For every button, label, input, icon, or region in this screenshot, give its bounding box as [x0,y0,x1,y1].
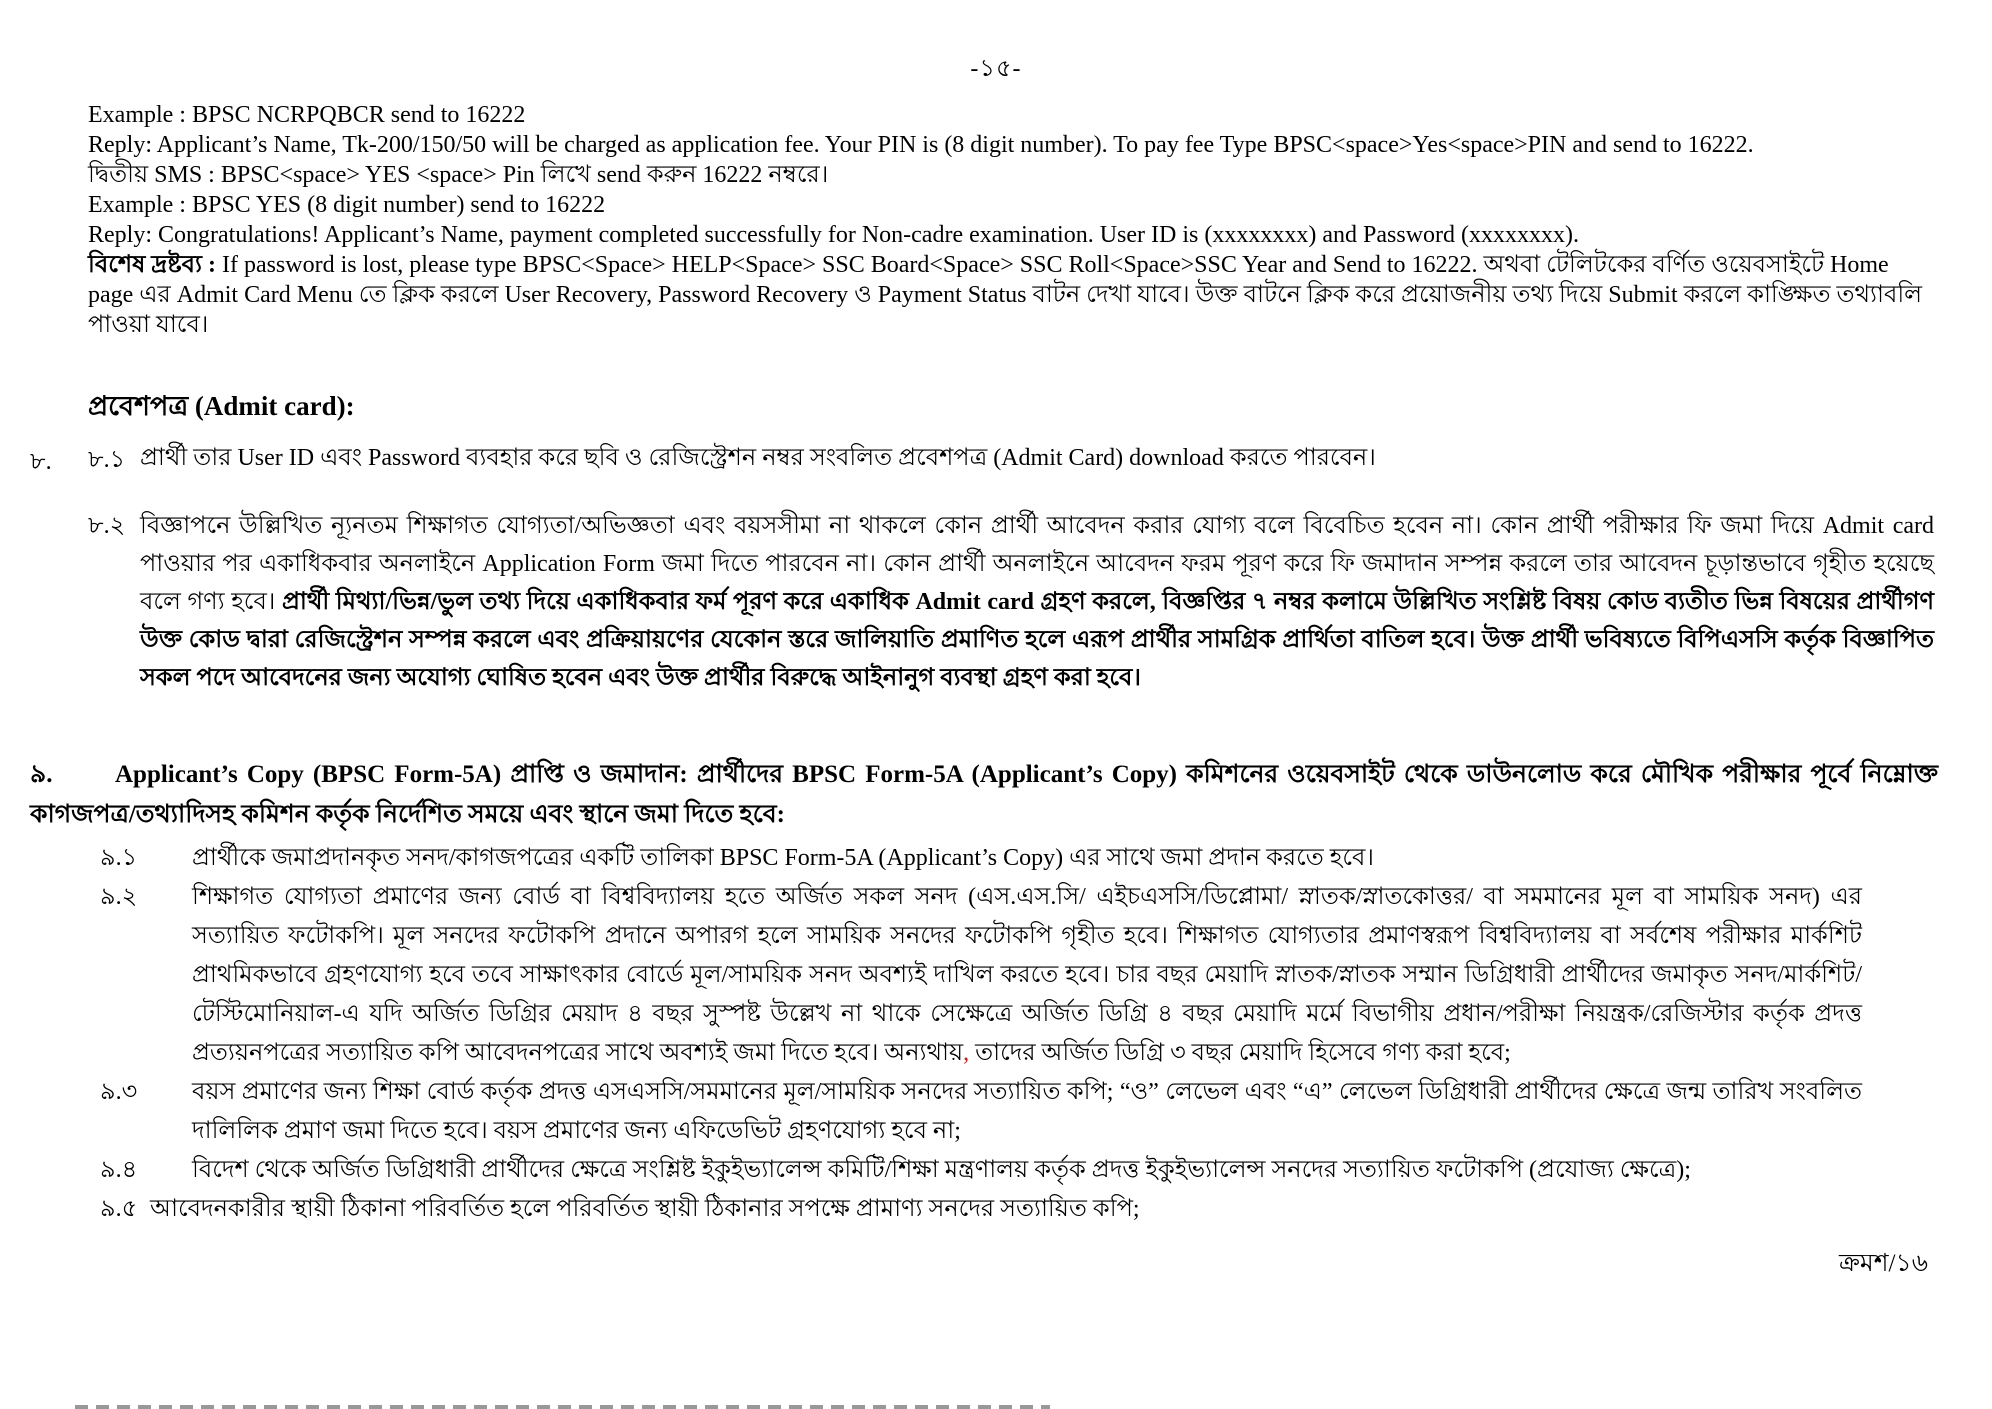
item-9-1 [100,839,1992,878]
sms-example-second: Example : BPSC YES (8 digit number) send to 16222 [88,192,606,218]
sms-example-first: Example : BPSC NCRPQBCR send to 16222 [88,102,526,128]
item-8-2-number: ৮.২ [88,513,126,539]
item-9-2-text [192,878,1992,1073]
item-9-2-text-main: শিক্ষাগত যোগ্যতা প্রমাণের জন্য বোর্ড বা বিশ্ববিদ্যালয় হতে অর্জিত সকল সনদ (এস.এস.সি/ এইচএসসি/ডিপ্লোমা/ স্নাতক/স্নাতকোত্তর/ বা সমমানের মূল বা সাময়িক সনদ) এর সত্যায়িত ফটোকপি। মূল সনদের ফটোকপি প্রদানে অপারগ হলে সাময়িক সনদের ফটোকপি গৃহীত হবে। শিক্ষাগত যোগ্যতার প্রমাণস্বরূপ বিশ্ববিদ্যালয় বা সর্বশেষ পরীক্ষার মার্কশিট প্রাথমিকভাবে গ্রহণযোগ্য হবে তবে সাক্ষাৎকার বোর্ডে মূল/সাময়িক সনদ অবশ্যই দাখিল করতে হবে। চার বছর মেয়াদি স্নাতক/স্নাতক সম্মান ডিগ্রিধারী প্রার্থীদের জমাকৃত সনদ/মার্কশিট/টেস্টিমোনিয়াল-এ যদি অর্জিত ডিগ্রির মেয়াদ ৪ বছর সুস্পষ্ট উল্লেখ না থাকে সেক্ষেত্রে অর্জিত ডিগ্রি ৪ বছর মেয়াদি মর্মে বিভাগীয় প্রধান/পরীক্ষা নিয়ন্ত্রক/রেজিস্টার কর্তৃক প্রদত্ত প্রত্যয়নপত্রের সত্যায়িত কপি আবেদনপত্রের সাথে অবশ্যই জমা দিতে হবে। অন্যথায় [192,884,1862,1066]
page-number: -১৫- [970,56,1022,82]
item-8-2 [88,507,1992,697]
item-9-4-text: বিদেশ থেকে অর্জিত ডিগ্রিধারী প্রার্থীদের ক্ষেত্রে সংশ্লিষ্ট ইকুইভ্যালেন্স কমিটি/শিক্ষা মন্ত্রণালয় কর্তৃক প্রদত্ত ইকুইভ্যালেন্স সনদের সত্যায়িত ফটোকপি (প্রযোজ্য ক্ষেত্রে); [192,1157,1691,1183]
applicants-copy-heading [30,755,1992,835]
item-9-2-red-comma: , [963,1040,970,1066]
continuation-label: ক্রমশ/১৬ [1838,1250,1928,1277]
sms-reply-first: Reply: Applicant’s Name, Tk-200/150/50 will be charged as application fee. Your PIN is (8 digit number). To pay fee Type BPSC<space>Yes<space>PIN and send to 16222. [88,132,1754,158]
admit-card-heading: প্রবেশপত্র (Admit card): [88,391,355,421]
item-8-2-text [140,507,1992,697]
clipped-footer-text [75,1405,1050,1409]
sms-instructions-section [88,100,1936,340]
section-9-number: ৯. [30,761,53,788]
item-8-1-number: ৮.১ [88,447,126,473]
item-9-5 [100,1190,1992,1229]
item-9-3-text: বয়স প্রমাণের জন্য শিক্ষা বোর্ড কর্তৃক প্রদত্ত এসএসসি/সমমানের মূল/সাময়িক সনদের সত্যায়িত কপি; “ও” লেভেল এবং “এ” লেভেল ডিগ্রিধারী প্রার্থীদের ক্ষেত্রে জন্ম তারিখ সংবলিত দালিলিক প্রমাণ জমা দিতে হবে। বয়স প্রমাণের জন্য এফিডেভিট গ্রহণযোগ্য হবে না; [192,1079,1862,1144]
item-9-3-number: ৯.৩ [100,1079,138,1105]
section-8-number: ৮. [30,449,52,475]
item-9-2 [100,878,1992,1073]
item-8-2-text-regular: বিজ্ঞাপনে উল্লিখিত ন্যূনতম শিক্ষাগত যোগ্যতা/অভিজ্ঞতা এবং বয়সসীমা না থাকলে কোন প্রার্থী আবেদন করার যোগ্য বলে বিবেচিত হবেন না। কোন প্রার্থী পরীক্ষার ফি জমা দিয়ে Admit card পাওয়ার পর একাধিকবার অনলাইনে Application Form জমা দিতে পারবেন না। কোন প্রার্থী অনলাইনে আবেদন ফরম পূরণ করে ফি জমাদান সম্পন্ন করলে তার আবেদন চূড়ান্তভাবে গৃহীত হয়েছে বলে গণ্য হবে। [140,513,1934,615]
item-9-5-text: আবেদনকারীর স্থায়ী ঠিকানা পরিবর্তিত হলে পরিবর্তিত স্থায়ী ঠিকানার সপক্ষে প্রামাণ্য সনদের সত্যায়িত কপি; [150,1196,1140,1222]
item-8-1 [88,441,1992,481]
item-9-1-text: প্রার্থীকে জমাপ্রদানকৃত সনদ/কাগজপত্রের একটি তালিকা BPSC Form-5A (Applicant’s Copy) এর সাথে জমা প্রদান করতে হবে। [192,845,1374,871]
special-note-label: বিশেষ দ্রষ্টব্য : [88,252,216,278]
item-9-3 [100,1073,1992,1151]
sms-second-step: দ্বিতীয় SMS : BPSC<space> YES <space> Pin লিখে send করুন 16222 নম্বরে। [88,162,829,188]
applicants-copy-section [30,755,1992,1229]
item-9-2-number: ৯.২ [100,884,138,910]
applicants-copy-items [30,839,1992,1229]
item-9-2-text-end: তাদের অর্জিত ডিগ্রি ৩ বছর মেয়াদি হিসেবে গণ্য করা হবে; [969,1040,1511,1066]
applicants-copy-heading-text: Applicant’s Copy (BPSC Form-5A) প্রাপ্তি ও জমাদান: প্রার্থীদের BPSC Form-5A (Applicant’s Copy) কমিশনের ওয়েবসাইট থেকে ডাউনলোড করে মৌখিক পরীক্ষার পূর্বে নিম্নোক্ত কাগজপত্র/তথ্যাদিসহ কমিশন কর্তৃক নির্দেশিত সময়ে এবং স্থানে জমা দিতে হবে: [30,761,1938,828]
item-9-4 [100,1151,1992,1190]
special-note [88,250,1936,340]
admit-card-items [30,441,1992,697]
item-9-1-number: ৯.১ [100,845,138,871]
item-9-4-number: ৯.৪ [100,1157,138,1183]
item-8-1-text: প্রার্থী তার User ID এবং Password ব্যবহার করে ছবি ও রেজিস্ট্রেশন নম্বর সংবলিত প্রবেশপত্র (Admit Card) download করতে পারবেন। [140,445,1376,471]
special-note-text: If password is lost, please type BPSC<Space> HELP<Space> SSC Board<Space> SSC Roll<Space>SSC Year and Send to 16222. অথবা টেলিটকের বর্ণিত ওয়েবসাইটে Home page এর Admit Card Menu তে ক্লিক করলে User Recovery, Password Recovery ও Payment Status বাটন দেখা যাবে। উক্ত বাটনে ক্লিক করে প্রয়োজনীয় তথ্য দিয়ে Submit করলে কাঙ্ক্ষিত তথ্যাবলি পাওয়া যাবে। [88,252,1923,338]
sms-reply-second: Reply: Congratulations! Applicant’s Name, payment completed successfully for Non-cadre examination. User ID is (xxxxxxxx) and Password (xxxxxxxx). [88,222,1579,248]
item-9-5-number: ৯.৫ [100,1196,138,1222]
admit-card-section [0,386,1992,697]
item-8-2-text-bold: প্রার্থী মিথ্যা/ভিন্ন/ভুল তথ্য দিয়ে একাধিকবার ফর্ম পূরণ করে একাধিক Admit card গ্রহণ করলে, বিজ্ঞপ্তির ৭ নম্বর কলামে উল্লিখিত সংশ্লিষ্ট বিষয় কোড ব্যতীত ভিন্ন বিষয়ের প্রার্থীগণ উক্ত কোড দ্বারা রেজিস্ট্রেশন সম্পন্ন করলে এবং প্রক্রিয়ায়ণের যেকোন স্তরে জালিয়াতি প্রমাণিত হলে এরূপ প্রার্থীর সামগ্রিক প্রার্থিতা বাতিল হবে। উক্ত প্রার্থী ভবিষ্যতে বিপিএসসি কর্তৃক বিজ্ঞাপিত সকল পদে আবেদনের জন্য অযোগ্য ঘোষিত হবেন এবং উক্ত প্রার্থীর বিরুদ্ধে আইনানুগ ব্যবস্থা গ্রহণ করা হবে। [140,589,1934,691]
